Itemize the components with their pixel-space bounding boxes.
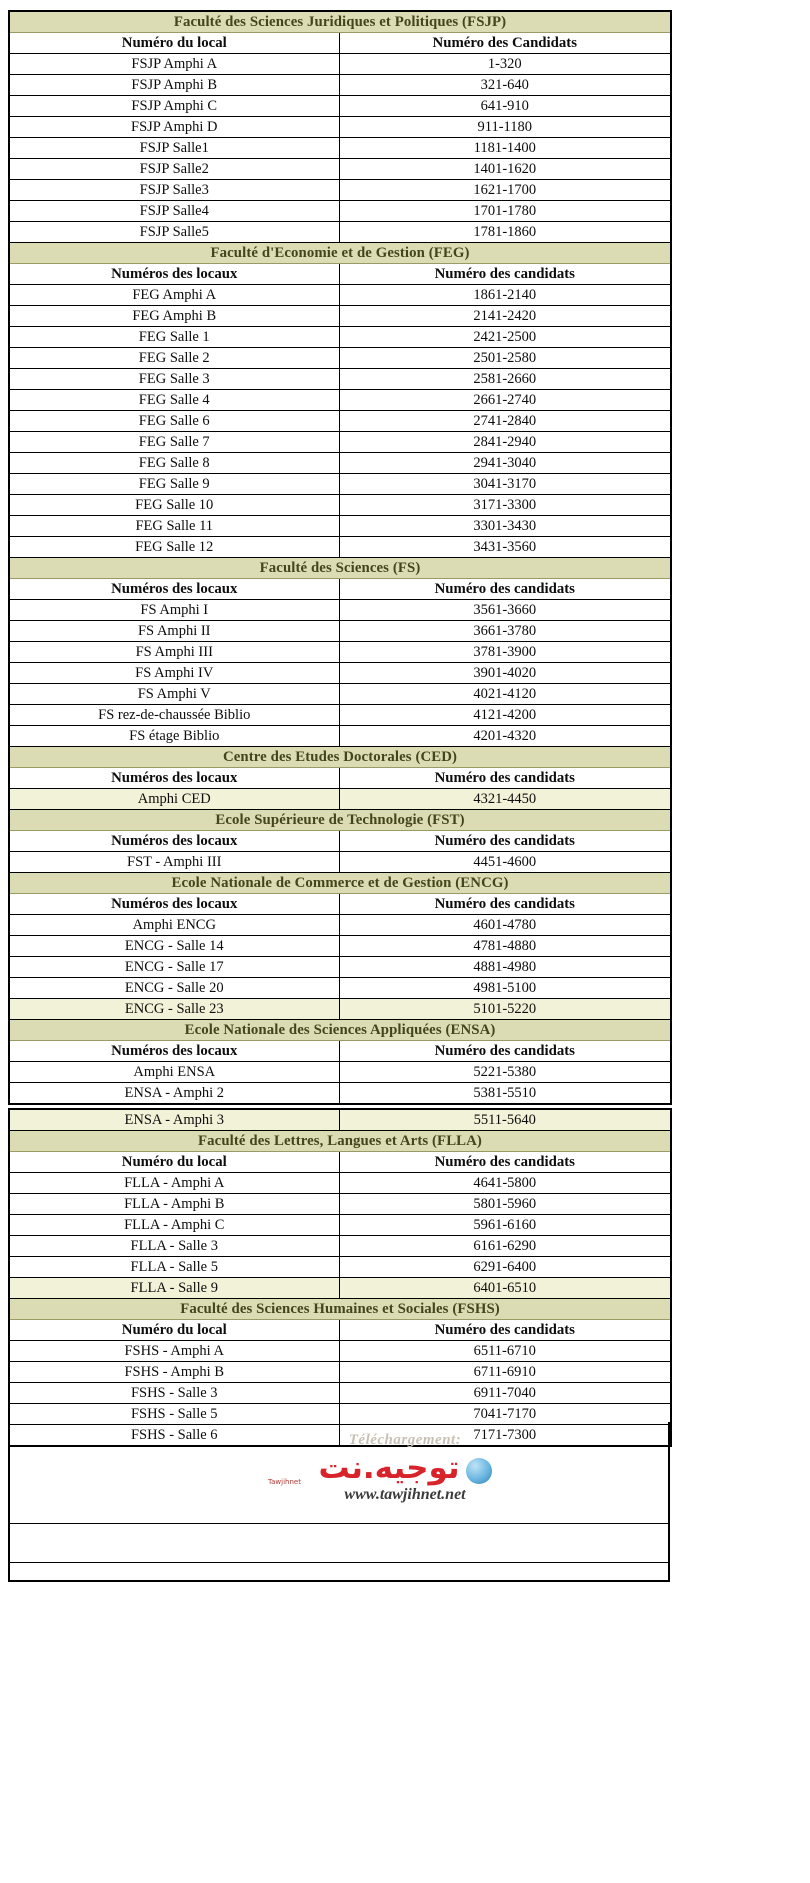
section-title: Faculté des Lettres, Langues et Arts (FLLA) <box>9 1131 671 1152</box>
section-title: Faculté des Sciences (FS) <box>9 558 671 579</box>
empty-trailing-frame <box>8 1422 670 1582</box>
cell-local: FSJP Amphi D <box>9 117 339 138</box>
table-row <box>9 474 671 495</box>
cell-candidats: 1861-2140 <box>339 285 671 306</box>
section-title: Faculté des Sciences Humaines et Sociales (FSHS) <box>9 1299 671 1320</box>
table-row <box>9 978 671 999</box>
table-row <box>9 1062 671 1083</box>
section-title-row <box>9 11 671 33</box>
section-title: Ecole Nationale de Commerce et de Gestion (ENCG) <box>9 873 671 894</box>
column-header-row <box>9 1152 671 1173</box>
cell-candidats: 641-910 <box>339 96 671 117</box>
cell-local: FEG Amphi A <box>9 285 339 306</box>
cell-candidats: 7041-7170 <box>339 1404 671 1425</box>
table-row <box>9 1383 671 1404</box>
table-row <box>9 1109 671 1131</box>
table-row <box>9 1362 671 1383</box>
table-row <box>9 411 671 432</box>
cell-candidats: 911-1180 <box>339 117 671 138</box>
table-row <box>9 432 671 453</box>
section-title: Faculté des Sciences Juridiques et Politiques (FSJP) <box>9 11 671 33</box>
cell-candidats: 5221-5380 <box>339 1062 671 1083</box>
table-row <box>9 54 671 75</box>
column-header-local: Numéro du local <box>9 33 339 54</box>
table-row <box>9 789 671 810</box>
schedule-table-lower <box>8 1108 672 1447</box>
column-header-row <box>9 33 671 54</box>
cell-local: FSHS - Salle 5 <box>9 1404 339 1425</box>
cell-local: Amphi ENSA <box>9 1062 339 1083</box>
table-row <box>9 600 671 621</box>
cell-candidats: 1-320 <box>339 54 671 75</box>
table-row <box>9 1341 671 1362</box>
watermark-brand-sub: Tawjihnet <box>268 1478 301 1486</box>
table-row <box>9 726 671 747</box>
column-header-candidats: Numéro des candidats <box>339 579 671 600</box>
column-header-candidats: Numéro des candidats <box>339 1320 671 1341</box>
cell-local: FLLA - Amphi B <box>9 1194 339 1215</box>
cell-local: Amphi ENCG <box>9 915 339 936</box>
watermark-brand-arabic: توجيه.نت <box>318 1450 460 1486</box>
trailing-divider-2 <box>8 1562 670 1563</box>
cell-candidats: 1701-1780 <box>339 201 671 222</box>
cell-local: FEG Salle 8 <box>9 453 339 474</box>
cell-local: FS Amphi V <box>9 684 339 705</box>
cell-local: FSHS - Amphi A <box>9 1341 339 1362</box>
cell-candidats: 2141-2420 <box>339 306 671 327</box>
table-row <box>9 117 671 138</box>
cell-local: FEG Salle 7 <box>9 432 339 453</box>
cell-candidats: 5961-6160 <box>339 1215 671 1236</box>
cell-local: FSJP Salle5 <box>9 222 339 243</box>
column-header-row <box>9 1320 671 1341</box>
cell-candidats: 4121-4200 <box>339 705 671 726</box>
table-row <box>9 390 671 411</box>
column-header-candidats: Numéro des Candidats <box>339 33 671 54</box>
column-header-candidats: Numéro des candidats <box>339 1152 671 1173</box>
table-row <box>9 915 671 936</box>
cell-candidats: 1401-1620 <box>339 159 671 180</box>
cell-candidats: 3171-3300 <box>339 495 671 516</box>
section-title: Faculté d'Economie et de Gestion (FEG) <box>9 243 671 264</box>
cell-candidats: 3901-4020 <box>339 663 671 684</box>
table-row <box>9 96 671 117</box>
cell-candidats: 6161-6290 <box>339 1236 671 1257</box>
cell-candidats: 3431-3560 <box>339 537 671 558</box>
cell-local: FS rez-de-chaussée Biblio <box>9 705 339 726</box>
table-row <box>9 285 671 306</box>
cell-local: FEG Salle 4 <box>9 390 339 411</box>
cell-local: ENCG - Salle 23 <box>9 999 339 1020</box>
column-header-row <box>9 579 671 600</box>
cell-local: FEG Salle 2 <box>9 348 339 369</box>
cell-candidats: 4021-4120 <box>339 684 671 705</box>
cell-local: FS Amphi I <box>9 600 339 621</box>
column-header-local: Numéro du local <box>9 1152 339 1173</box>
table-row <box>9 936 671 957</box>
table-row <box>9 1215 671 1236</box>
cell-local: FSHS - Salle 6 <box>9 1425 339 1447</box>
cell-local: FSJP Salle2 <box>9 159 339 180</box>
trailing-divider-1 <box>8 1523 670 1524</box>
table-row <box>9 1173 671 1194</box>
column-header-row <box>9 894 671 915</box>
column-header-local: Numéro du local <box>9 1320 339 1341</box>
table-row <box>9 495 671 516</box>
column-header-row <box>9 264 671 285</box>
cell-local: FLLA - Salle 5 <box>9 1257 339 1278</box>
table-row <box>9 1236 671 1257</box>
table-row <box>9 327 671 348</box>
cell-local: FEG Salle 12 <box>9 537 339 558</box>
cell-candidats: 3661-3780 <box>339 621 671 642</box>
cell-local: FS Amphi II <box>9 621 339 642</box>
cell-local: ENSA - Amphi 2 <box>9 1083 339 1105</box>
section-title-row <box>9 747 671 768</box>
cell-local: FEG Salle 10 <box>9 495 339 516</box>
cell-local: FSJP Salle4 <box>9 201 339 222</box>
cell-candidats: 2741-2840 <box>339 411 671 432</box>
section-title-row <box>9 243 671 264</box>
cell-candidats: 2581-2660 <box>339 369 671 390</box>
table-row <box>9 306 671 327</box>
column-header-local: Numéros des locaux <box>9 264 339 285</box>
cell-candidats: 4321-4450 <box>339 789 671 810</box>
cell-local: FSJP Amphi C <box>9 96 339 117</box>
cell-local: FS Amphi IV <box>9 663 339 684</box>
cell-candidats: 7171-7300 <box>339 1425 671 1447</box>
cell-local: FLLA - Salle 3 <box>9 1236 339 1257</box>
section-title: Ecole Supérieure de Technologie (FST) <box>9 810 671 831</box>
cell-local: FS Amphi III <box>9 642 339 663</box>
section-title: Centre des Etudes Doctorales (CED) <box>9 747 671 768</box>
section-title-row <box>9 1299 671 1320</box>
watermark-download-label: Téléchargement: <box>348 1432 462 1448</box>
cell-candidats: 6711-6910 <box>339 1362 671 1383</box>
column-header-candidats: Numéro des candidats <box>339 894 671 915</box>
table-row <box>9 75 671 96</box>
cell-candidats: 4881-4980 <box>339 957 671 978</box>
cell-candidats: 3041-3170 <box>339 474 671 495</box>
column-header-candidats: Numéro des candidats <box>339 831 671 852</box>
table-block-lower <box>8 1108 670 1447</box>
table-row <box>9 537 671 558</box>
cell-candidats: 2421-2500 <box>339 327 671 348</box>
cell-local: FEG Salle 1 <box>9 327 339 348</box>
table-row <box>9 222 671 243</box>
cell-candidats: 4601-4780 <box>339 915 671 936</box>
section-title-row <box>9 1131 671 1152</box>
cell-candidats: 5511-5640 <box>339 1109 671 1131</box>
cell-candidats: 4981-5100 <box>339 978 671 999</box>
cell-local: ENSA - Amphi 3 <box>9 1109 339 1131</box>
column-header-local: Numéros des locaux <box>9 1041 339 1062</box>
column-header-row <box>9 831 671 852</box>
section-title-row <box>9 810 671 831</box>
cell-local: FSJP Amphi B <box>9 75 339 96</box>
cell-local: FEG Amphi B <box>9 306 339 327</box>
table-row <box>9 642 671 663</box>
cell-candidats: 4781-4880 <box>339 936 671 957</box>
cell-local: FLLA - Salle 9 <box>9 1278 339 1299</box>
section-title-row <box>9 1020 671 1041</box>
cell-local: Amphi CED <box>9 789 339 810</box>
cell-candidats: 6291-6400 <box>339 1257 671 1278</box>
table-row <box>9 453 671 474</box>
cell-local: FS étage Biblio <box>9 726 339 747</box>
table-row <box>9 348 671 369</box>
column-header-candidats: Numéro des candidats <box>339 1041 671 1062</box>
cell-local: ENCG - Salle 14 <box>9 936 339 957</box>
cell-local: FLLA - Amphi C <box>9 1215 339 1236</box>
table-row <box>9 201 671 222</box>
table-row <box>9 684 671 705</box>
cell-local: FLLA - Amphi A <box>9 1173 339 1194</box>
table-row <box>9 852 671 873</box>
column-header-local: Numéros des locaux <box>9 831 339 852</box>
cell-local: FSJP Salle1 <box>9 138 339 159</box>
table-row <box>9 705 671 726</box>
cell-candidats: 3781-3900 <box>339 642 671 663</box>
cell-candidats: 6511-6710 <box>339 1341 671 1362</box>
cell-candidats: 2661-2740 <box>339 390 671 411</box>
cell-candidats: 2501-2580 <box>339 348 671 369</box>
cell-candidats: 4201-4320 <box>339 726 671 747</box>
cell-local: FEG Salle 11 <box>9 516 339 537</box>
cell-candidats: 6401-6510 <box>339 1278 671 1299</box>
table-row <box>9 957 671 978</box>
cell-local: ENCG - Salle 20 <box>9 978 339 999</box>
table-row <box>9 1194 671 1215</box>
table-row <box>9 369 671 390</box>
column-header-row <box>9 1041 671 1062</box>
section-title-row <box>9 873 671 894</box>
cell-local: FEG Salle 3 <box>9 369 339 390</box>
column-header-local: Numéros des locaux <box>9 579 339 600</box>
cell-local: FSJP Amphi A <box>9 54 339 75</box>
table-row <box>9 516 671 537</box>
table-row <box>9 1083 671 1105</box>
column-header-local: Numéros des locaux <box>9 768 339 789</box>
table-row <box>9 180 671 201</box>
table-row <box>9 621 671 642</box>
cell-local: FSHS - Amphi B <box>9 1362 339 1383</box>
cell-candidats: 5381-5510 <box>339 1083 671 1105</box>
cell-candidats: 4641-5800 <box>339 1173 671 1194</box>
table-row <box>9 663 671 684</box>
cell-local: FEG Salle 9 <box>9 474 339 495</box>
schedule-table-upper <box>8 10 672 1105</box>
watermark-url: www.tawjihnet.net <box>344 1486 466 1503</box>
cell-local: FSHS - Salle 3 <box>9 1383 339 1404</box>
column-header-candidats: Numéro des candidats <box>339 264 671 285</box>
cell-local: ENCG - Salle 17 <box>9 957 339 978</box>
column-header-candidats: Numéro des candidats <box>339 768 671 789</box>
cell-candidats: 321-640 <box>339 75 671 96</box>
section-title: Ecole Nationale des Sciences Appliquées (ENSA) <box>9 1020 671 1041</box>
section-title-row <box>9 558 671 579</box>
cell-candidats: 1781-1860 <box>339 222 671 243</box>
cell-candidats: 6911-7040 <box>339 1383 671 1404</box>
table-row <box>9 999 671 1020</box>
table-row <box>9 159 671 180</box>
cell-local: FST - Amphi III <box>9 852 339 873</box>
cell-candidats: 2841-2940 <box>339 432 671 453</box>
column-header-row <box>9 768 671 789</box>
cell-candidats: 5801-5960 <box>339 1194 671 1215</box>
cell-candidats: 3301-3430 <box>339 516 671 537</box>
cell-candidats: 4451-4600 <box>339 852 671 873</box>
column-header-local: Numéros des locaux <box>9 894 339 915</box>
table-block-upper <box>8 10 670 1105</box>
cell-candidats: 5101-5220 <box>339 999 671 1020</box>
cell-candidats: 3561-3660 <box>339 600 671 621</box>
table-row <box>9 1257 671 1278</box>
cell-candidats: 1181-1400 <box>339 138 671 159</box>
table-row <box>9 1278 671 1299</box>
cell-local: FSJP Salle3 <box>9 180 339 201</box>
cell-local: FEG Salle 6 <box>9 411 339 432</box>
cell-candidats: 1621-1700 <box>339 180 671 201</box>
cell-candidats: 2941-3040 <box>339 453 671 474</box>
table-row <box>9 138 671 159</box>
